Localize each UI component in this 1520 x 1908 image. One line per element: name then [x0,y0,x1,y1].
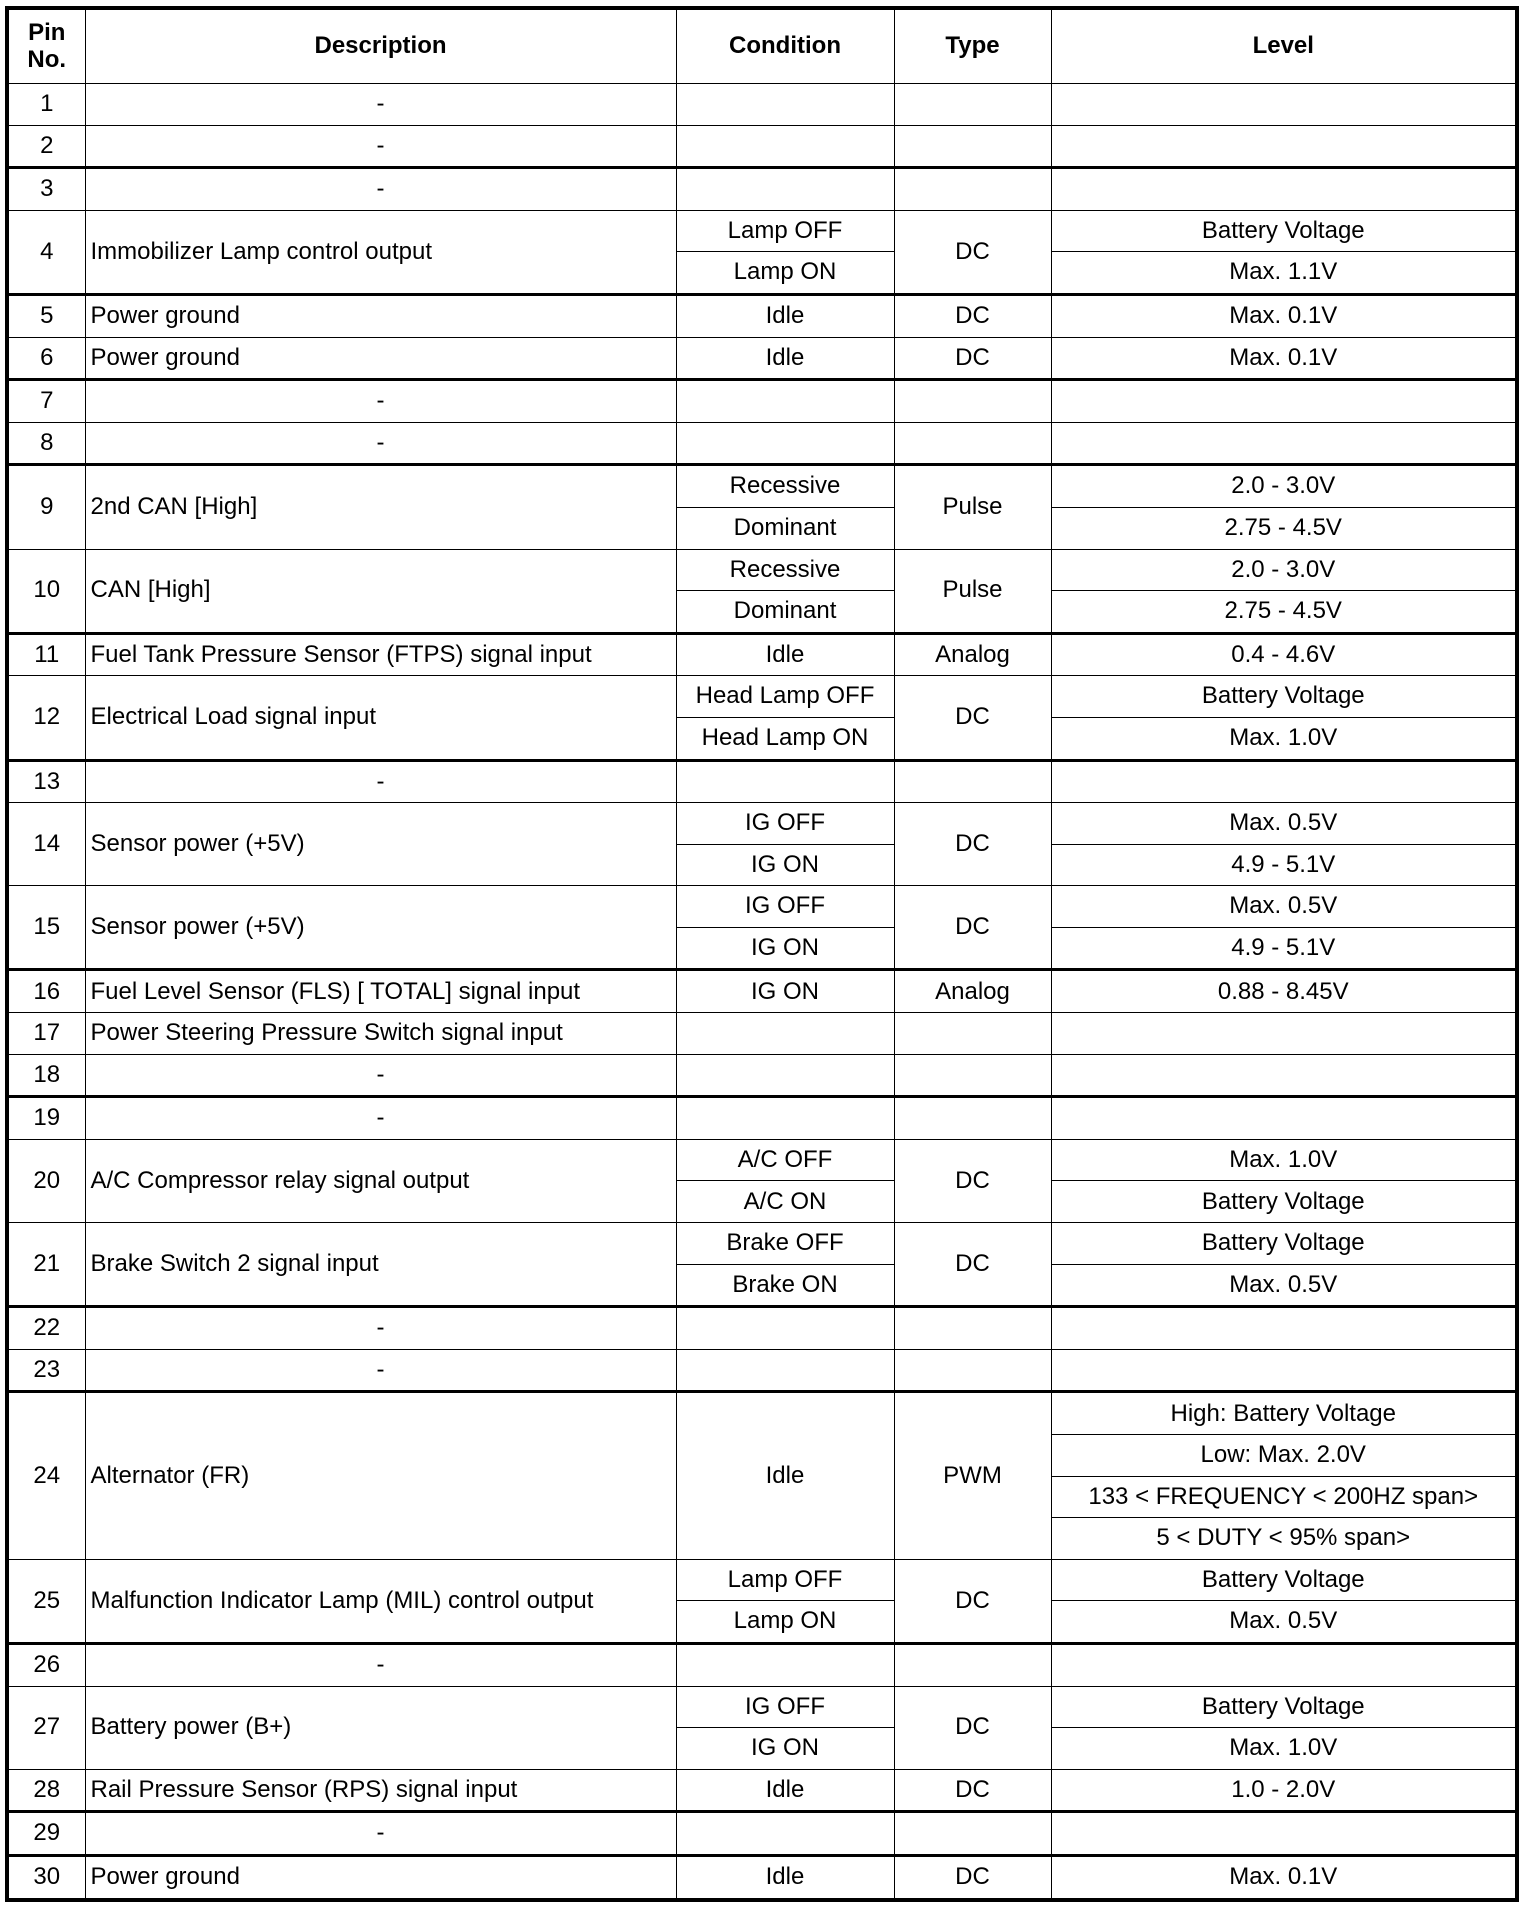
table-row [7,1855,1517,1899]
pin-condition: Head Lamp ON [676,717,894,760]
pin-condition [676,1349,894,1392]
pin-description: A/C Compressor relay signal output [85,1139,676,1222]
pin-number: 29 [7,1812,85,1856]
header-pin-line2: No. [27,45,67,73]
pin-number: 7 [7,380,85,423]
pin-description: - [85,1054,676,1097]
table-row [7,1392,1517,1435]
pin-number: 24 [7,1392,85,1559]
pin-level [1051,1307,1517,1350]
pin-description: Sensor power (+5V) [85,803,676,886]
pin-condition: Idle [676,337,894,380]
pin-description: - [85,1349,676,1392]
table-row [7,1812,1517,1856]
pin-level: High: Battery Voltage [1051,1392,1517,1435]
table-row [7,1054,1517,1097]
pin-number: 10 [7,549,85,633]
table-row [7,1223,1517,1265]
pin-number: 16 [7,970,85,1013]
pin-condition: IG ON [676,1728,894,1770]
pin-description: Fuel Tank Pressure Sensor (FTPS) signal input [85,633,676,676]
header-description: Description [85,8,676,84]
pin-level: Battery Voltage [1051,1223,1517,1265]
pin-level: Battery Voltage [1051,1559,1517,1601]
pin-type [894,422,1051,465]
pin-table [5,6,1519,1902]
pin-number: 27 [7,1686,85,1769]
pin-description: - [85,1097,676,1140]
pin-type: DC [894,337,1051,380]
header-condition: Condition [676,8,894,84]
pin-level: Max. 0.1V [1051,294,1517,337]
pin-number: 15 [7,886,85,970]
table-row [7,84,1517,126]
table-row [7,1097,1517,1140]
pin-description: - [85,380,676,423]
pin-type: DC [894,676,1051,760]
pin-type: Pulse [894,465,1051,549]
pin-type [894,1307,1051,1350]
pin-level [1051,380,1517,423]
pin-condition [676,1013,894,1055]
header-type: Type [894,8,1051,84]
pin-description: Power ground [85,337,676,380]
pin-type [894,84,1051,126]
pin-type: DC [894,1223,1051,1307]
pin-description: - [85,125,676,168]
table-row [7,886,1517,928]
pin-level: Max. 0.5V [1051,1264,1517,1307]
pin-description: Alternator (FR) [85,1392,676,1559]
pin-number: 4 [7,210,85,294]
pin-condition: Lamp OFF [676,210,894,252]
table-body [7,84,1517,1900]
pin-type: DC [894,1769,1051,1812]
pin-description: CAN [High] [85,549,676,633]
pin-condition [676,1097,894,1140]
pin-level: 133 < FREQUENCY < 200HZ span> [1051,1476,1517,1518]
pin-type [894,125,1051,168]
pin-type: DC [894,294,1051,337]
pin-type: PWM [894,1392,1051,1559]
pin-level [1051,1054,1517,1097]
header-row [7,8,1517,84]
pin-description: Sensor power (+5V) [85,886,676,970]
pin-description: - [85,84,676,126]
pin-condition: Recessive [676,465,894,508]
pin-level [1051,1013,1517,1055]
pin-condition [676,1812,894,1856]
pin-condition [676,125,894,168]
pin-description: Battery power (B+) [85,1686,676,1769]
table-row [7,1013,1517,1055]
table-row [7,676,1517,718]
pin-type [894,1054,1051,1097]
pin-number: 11 [7,633,85,676]
pin-description: - [85,1812,676,1856]
pin-number: 3 [7,168,85,211]
pin-description: Power Steering Pressure Switch signal input [85,1013,676,1055]
pin-level: Max. 1.1V [1051,252,1517,295]
pin-condition: Lamp OFF [676,1559,894,1601]
pin-level: 5 < DUTY < 95% span> [1051,1518,1517,1560]
table-row [7,1139,1517,1181]
pin-description: Power ground [85,294,676,337]
table-row [7,1349,1517,1392]
pin-level: Battery Voltage [1051,1181,1517,1223]
table-row [7,210,1517,252]
pin-number: 14 [7,803,85,886]
pin-description: - [85,168,676,211]
pin-level: Max. 0.1V [1051,1855,1517,1899]
table-row [7,125,1517,168]
table-row [7,760,1517,803]
pin-description: 2nd CAN [High] [85,465,676,549]
pin-level: 4.9 - 5.1V [1051,844,1517,886]
pin-number: 17 [7,1013,85,1055]
pin-level: Battery Voltage [1051,210,1517,252]
pin-description: - [85,422,676,465]
pin-condition [676,380,894,423]
pin-type [894,380,1051,423]
table-row [7,1559,1517,1601]
pin-number: 2 [7,125,85,168]
pin-condition: Dominant [676,591,894,634]
table-row [7,633,1517,676]
pin-level: 1.0 - 2.0V [1051,1769,1517,1812]
pin-level: 2.75 - 4.5V [1051,507,1517,549]
pin-number: 6 [7,337,85,380]
pin-description: Immobilizer Lamp control output [85,210,676,294]
pin-type [894,760,1051,803]
pin-condition [676,168,894,211]
pin-level [1051,760,1517,803]
pin-number: 21 [7,1223,85,1307]
pin-type: DC [894,803,1051,886]
pin-condition [676,1307,894,1350]
pin-type: DC [894,210,1051,294]
pin-type [894,1097,1051,1140]
pin-number: 9 [7,465,85,549]
pin-condition: IG OFF [676,886,894,928]
table-row [7,294,1517,337]
pin-level [1051,84,1517,126]
table-row [7,1307,1517,1350]
table-row [7,422,1517,465]
pin-type [894,1812,1051,1856]
pin-number: 12 [7,676,85,760]
pin-number: 8 [7,422,85,465]
pin-number: 1 [7,84,85,126]
pin-description: Malfunction Indicator Lamp (MIL) control output [85,1559,676,1643]
pin-condition [676,760,894,803]
pin-description: - [85,1643,676,1686]
pin-condition: Recessive [676,549,894,591]
pin-level: 2.0 - 3.0V [1051,465,1517,508]
table-row [7,549,1517,591]
pin-number: 19 [7,1097,85,1140]
pin-condition: A/C OFF [676,1139,894,1181]
table-row [7,465,1517,508]
pin-level: Low: Max. 2.0V [1051,1435,1517,1477]
table-row [7,168,1517,211]
pin-type [894,1349,1051,1392]
pin-level [1051,1812,1517,1856]
pin-level: Battery Voltage [1051,1686,1517,1728]
table-row [7,970,1517,1013]
pin-description: Rail Pressure Sensor (RPS) signal input [85,1769,676,1812]
pin-level [1051,168,1517,211]
pin-condition: Brake ON [676,1264,894,1307]
pin-condition: Lamp ON [676,252,894,295]
header-level: Level [1051,8,1517,84]
pin-description: Fuel Level Sensor (FLS) [ TOTAL] signal input [85,970,676,1013]
pin-description: Power ground [85,1855,676,1899]
pin-type [894,168,1051,211]
pin-level [1051,125,1517,168]
pin-number: 26 [7,1643,85,1686]
pin-level: 0.88 - 8.45V [1051,970,1517,1013]
pin-condition: Idle [676,1855,894,1899]
table-row [7,1686,1517,1728]
pin-type [894,1013,1051,1055]
pin-condition: Idle [676,294,894,337]
pin-condition: IG ON [676,927,894,970]
pin-description: Brake Switch 2 signal input [85,1223,676,1307]
pin-type [894,1643,1051,1686]
pin-number: 18 [7,1054,85,1097]
pin-type: DC [894,1139,1051,1222]
header-pin-no [7,8,85,84]
pin-condition: Idle [676,633,894,676]
pin-condition: IG OFF [676,1686,894,1728]
pin-level: 2.75 - 4.5V [1051,591,1517,634]
pin-condition: IG ON [676,970,894,1013]
pin-description: - [85,1307,676,1350]
pin-condition: IG ON [676,844,894,886]
pin-level: Battery Voltage [1051,676,1517,718]
pin-level: 2.0 - 3.0V [1051,549,1517,591]
pin-type: DC [894,1855,1051,1899]
table-row [7,337,1517,380]
pin-level [1051,1349,1517,1392]
pin-condition [676,84,894,126]
pin-condition [676,1643,894,1686]
pin-level: Max. 0.5V [1051,803,1517,845]
pin-type: Analog [894,970,1051,1013]
pin-number: 13 [7,760,85,803]
pin-level: Max. 1.0V [1051,1139,1517,1181]
pin-level: Max. 0.5V [1051,886,1517,928]
pin-type: DC [894,886,1051,970]
table-row [7,803,1517,845]
pin-condition [676,1054,894,1097]
table-header [7,8,1517,84]
pin-condition [676,422,894,465]
header-pin-line1: Pin [28,19,66,47]
pin-level [1051,1097,1517,1140]
pin-condition: Lamp ON [676,1601,894,1644]
pin-level: 0.4 - 4.6V [1051,633,1517,676]
pin-type: DC [894,1559,1051,1643]
pin-level: Max. 1.0V [1051,717,1517,760]
pin-number: 20 [7,1139,85,1222]
document-page [5,6,1519,1902]
pin-level: Max. 0.1V [1051,337,1517,380]
pin-condition: Idle [676,1392,894,1559]
pin-number: 25 [7,1559,85,1643]
pin-description: - [85,760,676,803]
pin-condition: IG OFF [676,803,894,845]
pin-number: 30 [7,1855,85,1899]
pin-type: Pulse [894,549,1051,633]
pin-level: Max. 0.5V [1051,1601,1517,1644]
table-row [7,1643,1517,1686]
table-row [7,1769,1517,1812]
pin-condition: Brake OFF [676,1223,894,1265]
pin-level: 4.9 - 5.1V [1051,927,1517,970]
pin-number: 22 [7,1307,85,1350]
pin-condition: Head Lamp OFF [676,676,894,718]
pin-number: 28 [7,1769,85,1812]
table-row [7,380,1517,423]
pin-condition: A/C ON [676,1181,894,1223]
pin-type: Analog [894,633,1051,676]
pin-number: 23 [7,1349,85,1392]
pin-description: Electrical Load signal input [85,676,676,760]
pin-level [1051,422,1517,465]
pin-level: Max. 1.0V [1051,1728,1517,1770]
pin-level [1051,1643,1517,1686]
pin-condition: Idle [676,1769,894,1812]
pin-type: DC [894,1686,1051,1769]
pin-number: 5 [7,294,85,337]
pin-condition: Dominant [676,507,894,549]
